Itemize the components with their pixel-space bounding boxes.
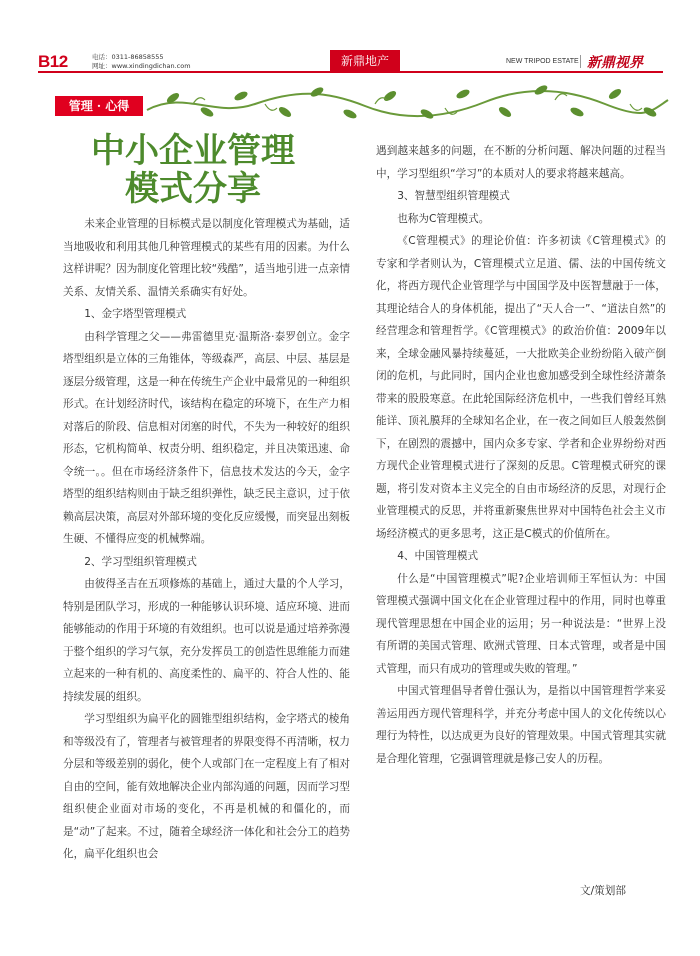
column-tag: 管理 · 心得 — [55, 96, 143, 116]
paragraph-continued: 遇到越来越多的问题，在不断的分析问题、解决问题的过程当中，学习型组织“学习”的本质对人的要求将越来越高。 — [376, 145, 666, 180]
paragraph-c-model-alias: 也称为C管理模式。 — [397, 212, 490, 225]
article-title — [58, 132, 328, 208]
subheading-chinese: 4、中国管理模式 — [397, 550, 479, 562]
paragraph-pyramid: 由科学管理之父——弗雷德里克·温斯洛·泰罗创立。金字塔型组织是立体的三角锥体，等级森严，高层、中层、基层是逐层分级管理，这是一种在传统生产企业中最常见的一种组织形式。在计划经济时代，该结构在稳定的环境下，在生产力相对落后的阶段、信息相对闭塞的时代，不失为一种较好的组织形态，它机构简单、权责分明、组织稳定，并且决策迅速、命令统一。。但在市场经济条件下，信息技术发达的今天，金字塔型的组织结构则由于缺乏组织弹性，缺乏民主意识，过于依赖高层决策，高层对外部环境的变化反应缓慢，而突显出刻板生硬、不懂得应变的机械弊端。 — [63, 330, 350, 545]
byline: 文/策划部 — [580, 885, 626, 897]
paragraph-c-model-value: 《C管理模式》的理论价值：许多初读《C管理模式》的专家和学者则认为，C管理模式立足道、儒、法的中国传统文化，将西方现代企业管理学与中国国学及中医智慧融于一体，其理论结合人的身体机能，提出了“天人合一”、“道法自然”的经营理念和管理哲学。《C管理模式》的政治价值：2009年以来，全球金融风暴持续蔓延，一大批欧美企业纷纷陷入破产倒闭的危机，与此同时，国内企业也愈加感受到全球性经济萧条带来的股股寒意。在此轮国际经济危机中，一些我们曾经耳熟能详、顶礼膜拜的全球知名企业，在一夜之间如巨人般轰然倒下，在剧烈的震撼中，国内众多专家、学者和企业界纷纷对西方现代企业管理模式进行了深刻的反思。C管理模式研究的课题，将引发对资本主义完全的自由市场经济的反思，对现行企业管理模式的反思，并将重新聚焦世界对中国特色社会主义市场经济模式的更多思考，这正是C模式的价值所在。 — [376, 235, 666, 540]
title-line-2: 模式分享 — [125, 169, 261, 209]
website-text: 网址：www.xindingdichan.com — [92, 62, 191, 70]
subheading-wisdom: 3、智慧型组织管理模式 — [397, 190, 510, 202]
contact-info — [92, 53, 191, 71]
english-estate-name: NEW TRIPOD ESTATE — [506, 58, 579, 65]
header-divider — [580, 55, 581, 68]
paragraph-chinese-style: 中国式管理倡导者曾仕强认为，是指以中国管理哲学来妥善运用西方现代管理科学，并充分考虑中国人的文化传统以心理行为特性，以达成更为良好的管理效果。中国式管理其实就是合理化管理，它强调管理就是修己安人的历程。 — [376, 685, 666, 765]
paragraph-learning: 由彼得圣吉在五项修炼的基础上，通过大量的个人学习，特别是团队学习，形成的一种能够认识环境、适应环境、进而能够能动的作用于环境的有效组织。也可以说是通过培养弥漫于整个组织的学习气氛，充分发挥员工的创造性思维能力而建立起来的一种有机的、高度柔性的、扁平的、符合人性的、能持续发展的组织。 — [63, 578, 350, 703]
brand-logo: 新鼎视界 — [587, 55, 643, 71]
subheading-pyramid: 1、金字塔型管理模式 — [84, 308, 187, 320]
phone-text: 电话：0311-86858555 — [92, 53, 164, 61]
header-rule — [38, 71, 663, 73]
page-header — [0, 0, 700, 80]
left-column — [63, 213, 350, 866]
paragraph-intro: 未来企业管理的目标模式是以制度化管理模式为基础，适当地吸收和利用其他几种管理模式的某些有用的因素。为什么这样讲呢？因为制度化管理比较“残酷”，适当地引进一点亲情关系、友情关系、温情关系确实有好处。 — [63, 218, 350, 298]
subheading-learning: 2、学习型组织管理模式 — [84, 555, 197, 568]
paragraph-learning-structure: 学习型组织为扁平化的圆锥型组织结构，金字塔式的棱角和等级没有了，管理者与被管理者的界限变得不再清晰，权力分层和等级差别的弱化，使个人或部门在一定程度上有了相对自由的空间，能有效地解决企业内部沟通的问题，因而学习型组织使企业面对市场的变化，不再是机械的和僵化的，而是“动”了起来。不过，随着全球经济一体化和社会分工的趋势化，扁平化组织也会 — [63, 713, 350, 860]
title-line-1: 中小企业管理 — [91, 131, 295, 171]
page-number: B12 — [38, 52, 68, 71]
vine-decoration-icon — [145, 82, 670, 122]
paragraph-chinese-definition: 什么是“中国管理模式”呢?企业培训师王军恒认为：中国管理模式强调中国文化在企业管理过程中的作用，同时也尊重现代管理思想在中国企业的运用；另一种说法是：“世界上没有所谓的美国式管理、欧洲式管理、日本式管理，或者是中国式管理，而只有成功的管理或失败的管理。” — [376, 572, 666, 675]
right-column — [376, 140, 666, 770]
section-tab: 新鼎地产 — [330, 50, 400, 73]
